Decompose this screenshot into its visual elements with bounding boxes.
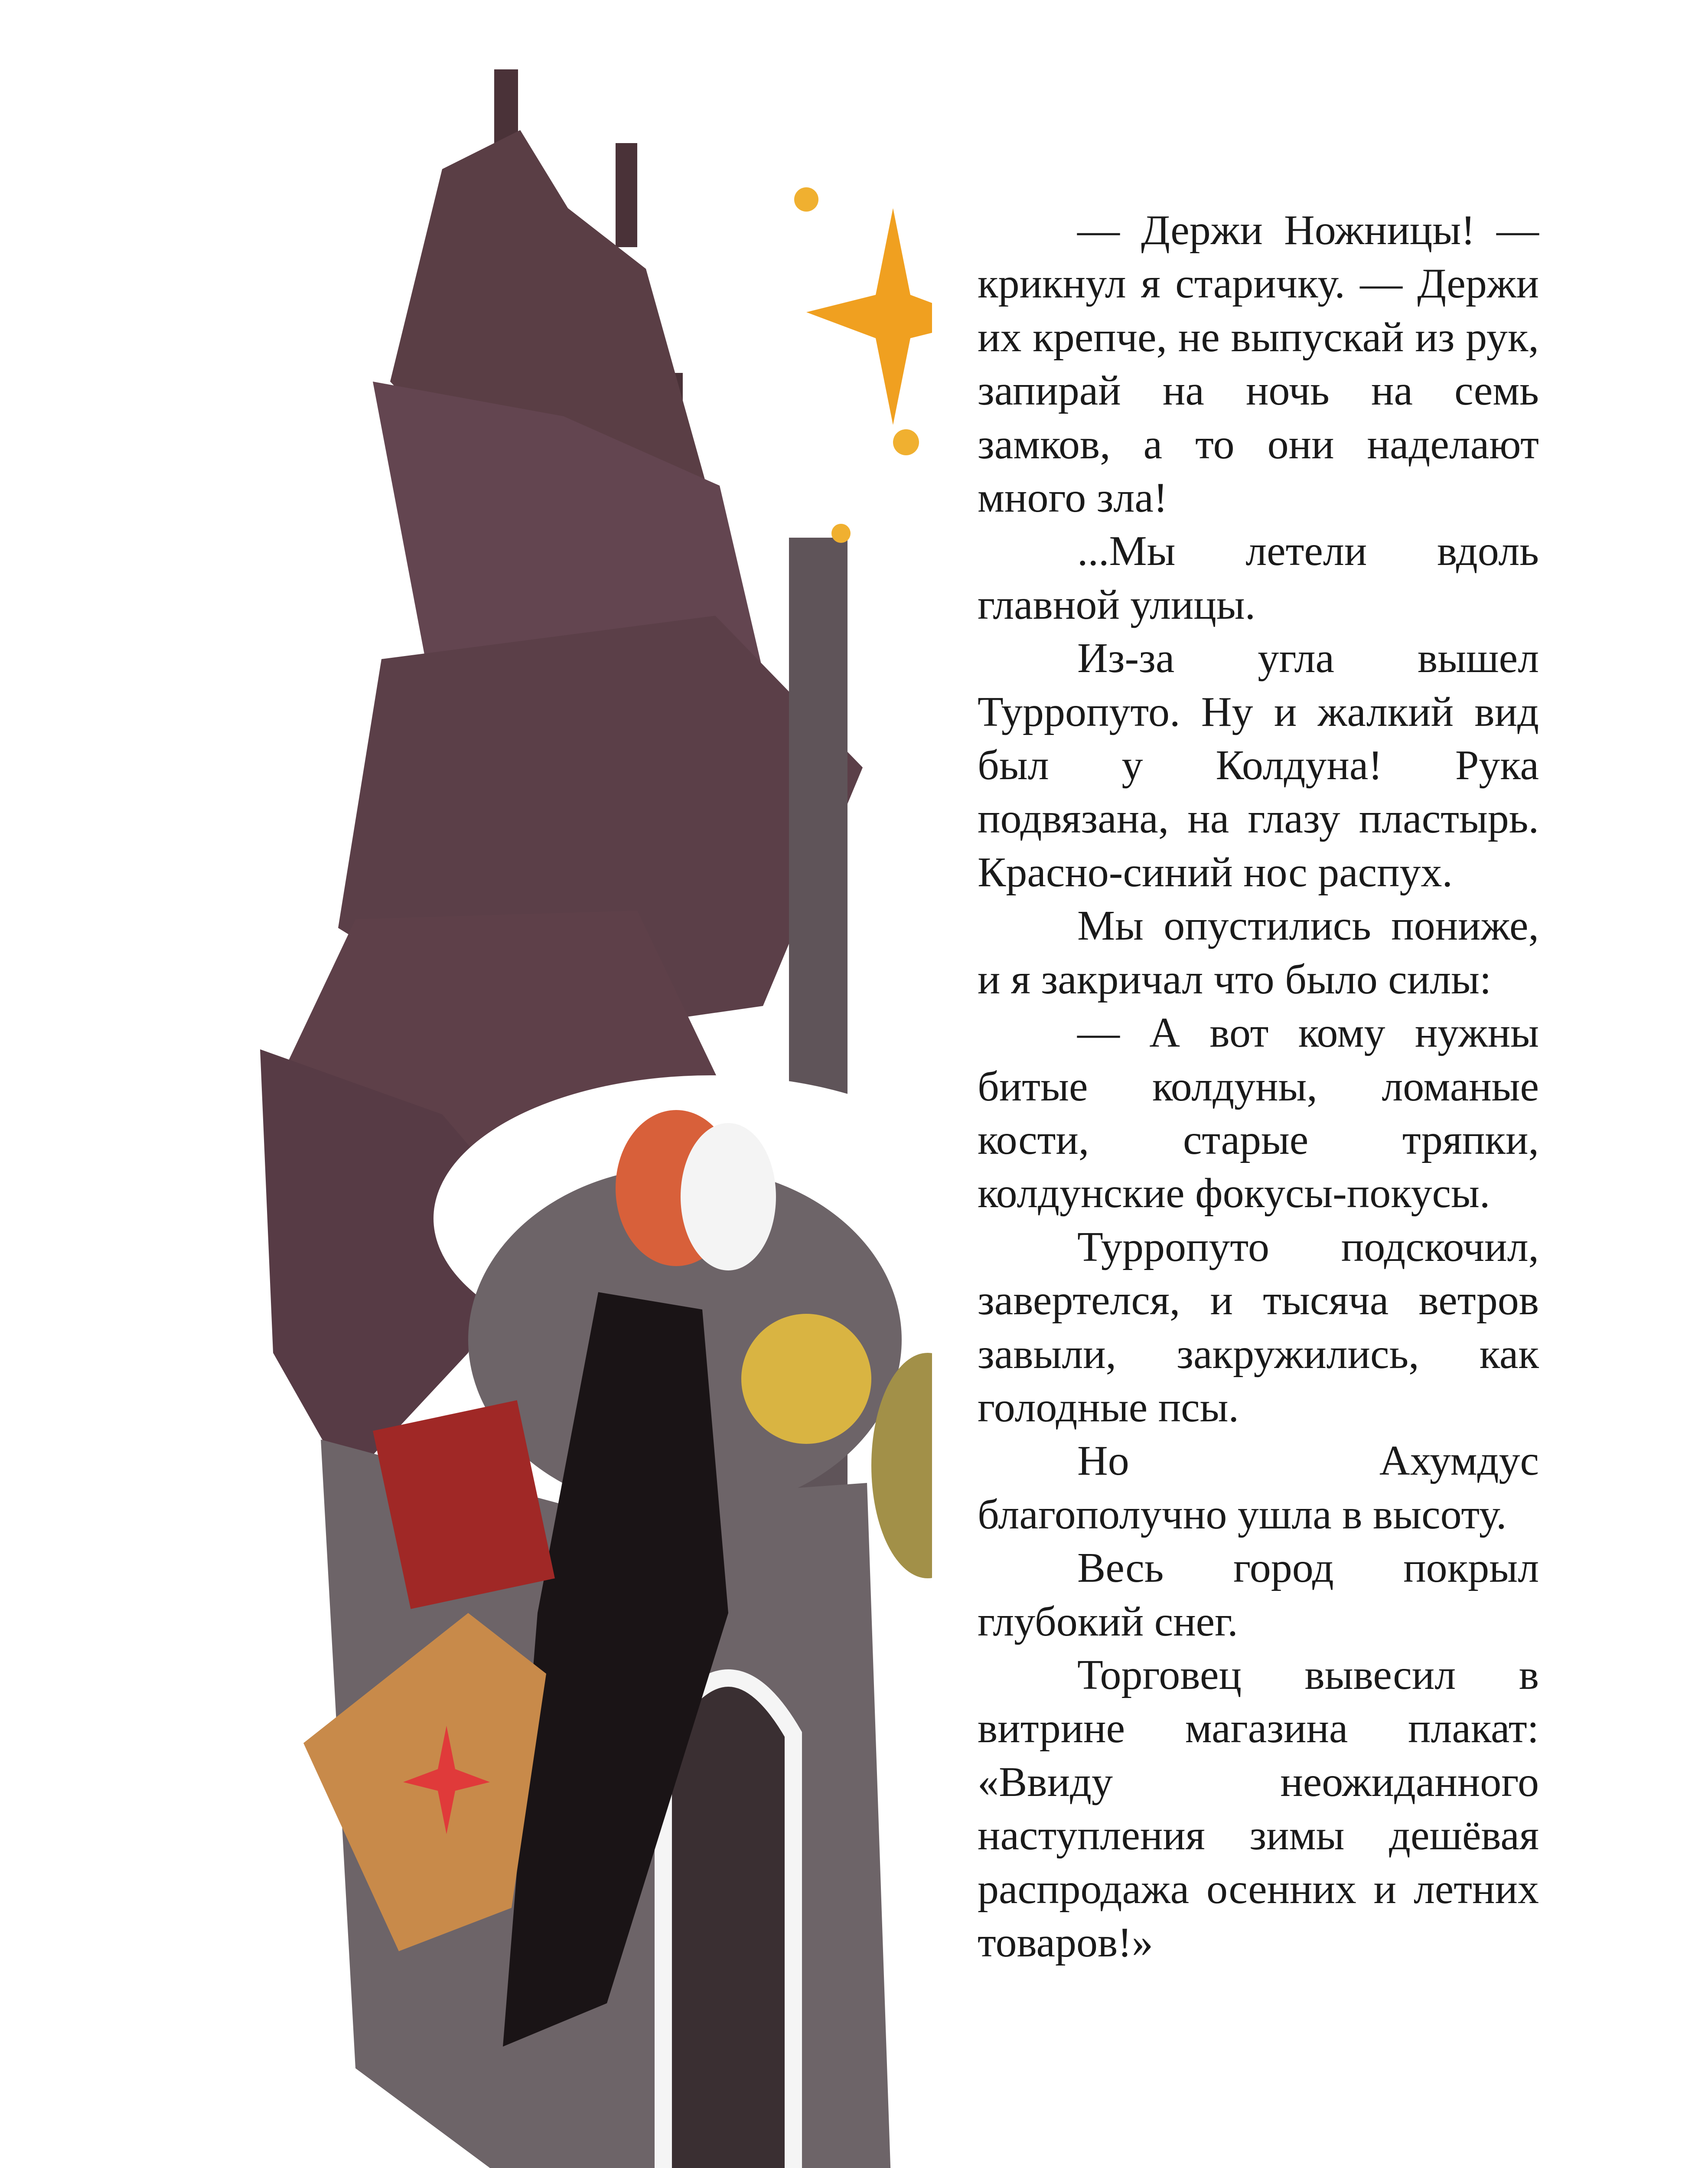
story-text <box>978 204 1539 1969</box>
illustration <box>130 52 932 2168</box>
paragraph: — А вот кому нужны битые колдуны, ломаные кости, старые тряпки, колдунские фокусы-покусы. <box>978 1009 1539 1217</box>
paragraph: — Держи Ножницы! — крикнул я старичку. — Держи их крепче, не выпускай из рук, запирай на ночь на семь замков, а то они наделают много зла! <box>978 207 1539 522</box>
girl-head <box>741 1314 871 1444</box>
paragraph: Торговец вывесил в витрине магазина плакат: «Ввиду неожиданного наступления зимы дешёвая распродажа осенних и летних товаров!» <box>978 1651 1539 1966</box>
old-man-hair <box>681 1123 776 1270</box>
star-icon <box>806 208 932 425</box>
paragraph: Но Ахумдус благополучно ушла в высоту. <box>978 1437 1539 1538</box>
chimney <box>616 143 637 247</box>
star-dot <box>794 187 818 212</box>
paragraph: Турропуто подскочил, завертелся, и тысяча ветров завыли, закружились, как голодные псы. <box>978 1223 1539 1431</box>
star-dot <box>893 429 919 455</box>
paragraph: Из-за угла вышел Турропуто. Ну и жалкий вид был у Колдуна! Рука подвязана, на глазу пластырь. Красно-синий нос распух. <box>978 635 1539 896</box>
star-dot <box>831 524 851 543</box>
paragraph: Мы опустились пониже, и я закричал что было силы: <box>978 902 1539 1003</box>
paragraph: ...Мы летели вдоль главной улицы. <box>978 528 1539 628</box>
paragraph: Весь город покрыл глубокий снег. <box>978 1544 1539 1645</box>
